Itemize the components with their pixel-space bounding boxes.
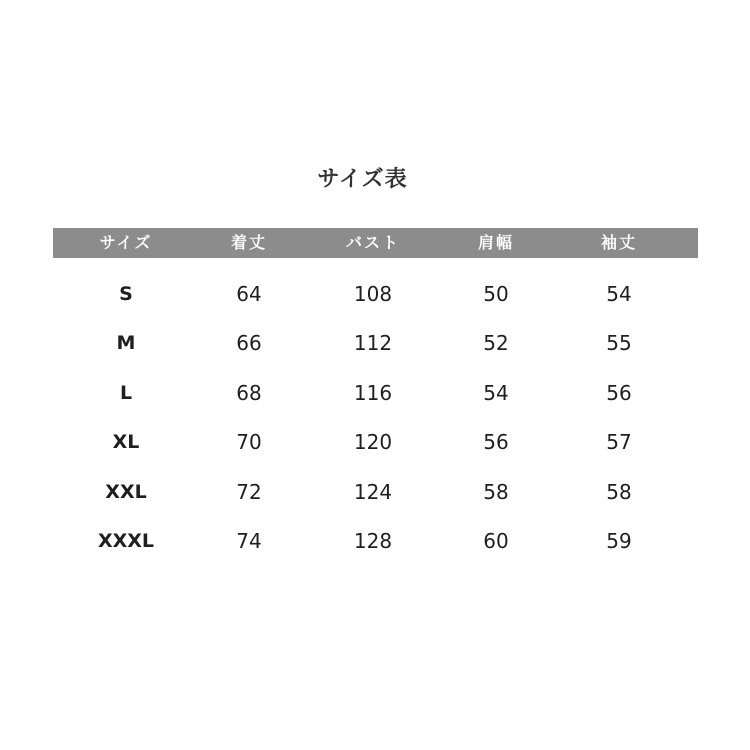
table-row (0, 477, 750, 507)
header-bust: バスト (345, 233, 400, 252)
bust-cell: 116 (353, 381, 393, 405)
bust-cell: 120 (353, 430, 393, 454)
size-cell: XL (112, 431, 140, 453)
sleeve-cell: 58 (606, 480, 632, 504)
size-cell: XXXL (97, 530, 155, 552)
size-cell: S (119, 283, 133, 305)
sleeve-cell: 54 (606, 282, 632, 306)
table-row (0, 378, 750, 408)
header-sleeve: 袖丈 (600, 233, 637, 252)
sleeve-cell: 57 (606, 430, 632, 454)
length-cell: 66 (236, 331, 262, 355)
shoulder-cell: 58 (483, 480, 509, 504)
length-cell: 74 (236, 529, 262, 553)
shoulder-cell: 60 (483, 529, 509, 553)
bust-cell: 124 (353, 480, 393, 504)
bust-cell: 108 (353, 282, 393, 306)
sleeve-cell: 59 (606, 529, 632, 553)
shoulder-cell: 54 (483, 381, 509, 405)
sleeve-cell: 56 (606, 381, 632, 405)
sleeve-cell: 55 (606, 331, 632, 355)
table-row (0, 279, 750, 309)
length-cell: 72 (236, 480, 262, 504)
table-row (0, 328, 750, 358)
size-cell: M (116, 332, 136, 354)
bust-cell: 128 (353, 529, 393, 553)
size-cell: XXL (105, 481, 147, 503)
table-header (53, 228, 698, 258)
length-cell: 68 (236, 381, 262, 405)
header-shoulder: 肩幅 (477, 233, 514, 252)
shoulder-cell: 56 (483, 430, 509, 454)
bust-cell: 112 (353, 331, 393, 355)
shoulder-cell: 50 (483, 282, 509, 306)
header-size: サイズ (99, 233, 153, 252)
length-cell: 70 (236, 430, 262, 454)
size-cell: L (119, 382, 133, 404)
table-row (0, 526, 750, 556)
page-title: サイズ表 (317, 167, 408, 192)
shoulder-cell: 52 (483, 331, 509, 355)
header-length: 着丈 (230, 233, 267, 252)
length-cell: 64 (236, 282, 262, 306)
table-row (0, 427, 750, 457)
